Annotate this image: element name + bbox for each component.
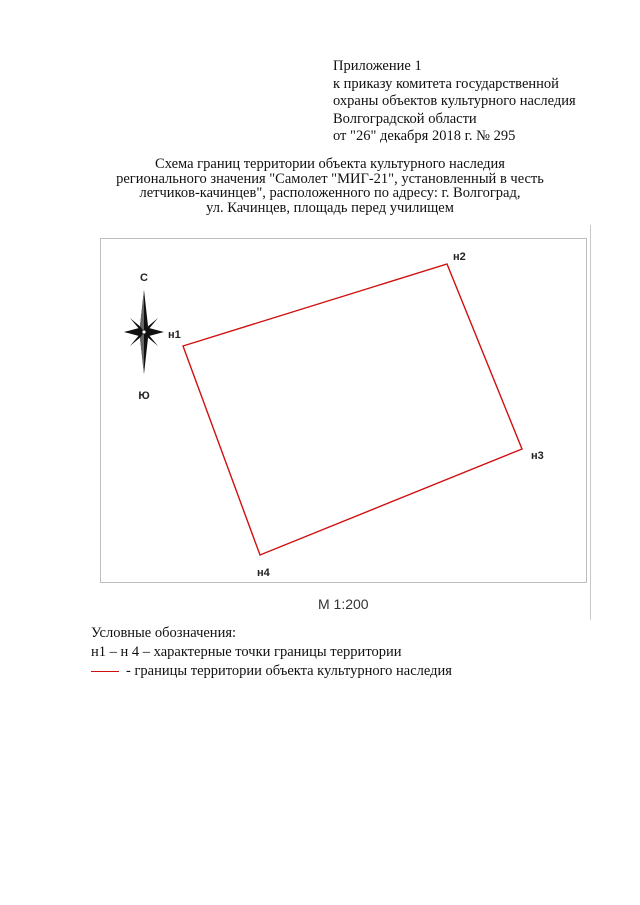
- point-label-n4: н4: [257, 567, 270, 579]
- appendix-line-4: Волгоградской области: [333, 110, 477, 127]
- appendix-header: [333, 58, 633, 146]
- legend-boundary-entry: [91, 662, 452, 681]
- appendix-line-3: охраны объектов культурного наследия: [333, 93, 576, 110]
- page-edge-divider: [590, 225, 591, 620]
- title-line-2: регионального значения "Самолет "МИГ-21", установленный в честь: [116, 170, 544, 187]
- boundary-map: [100, 238, 590, 588]
- title-line-3: летчиков-качинцев", расположенного по адресу: г. Волгоград,: [139, 185, 521, 201]
- document-title: [100, 157, 560, 215]
- legend-points-entry: н1 – н 4 – характерные точки границы территории: [91, 644, 402, 660]
- compass-south-label: Ю: [138, 390, 150, 402]
- point-label-n3: н3: [531, 450, 544, 462]
- compass-north-label: С: [140, 272, 148, 284]
- appendix-line-5: от "26" декабря 2018 г. № 295: [333, 128, 516, 145]
- point-label-n2: н2: [453, 251, 466, 263]
- appendix-line-1: Приложение 1: [333, 58, 422, 74]
- map-frame: [101, 239, 587, 583]
- map-scale: М 1:200: [318, 596, 369, 612]
- title-line-1: Схема границ территории объекта культурного наследия: [155, 156, 505, 172]
- title-line-4: ул. Качинцев, площадь перед училищем: [206, 199, 454, 216]
- appendix-line-2: к приказу комитета государственной: [333, 75, 559, 92]
- legend: [91, 624, 452, 681]
- point-label-n1: н1: [168, 329, 181, 341]
- legend-boundary-text: - границы территории объекта культурного наследия: [126, 663, 452, 679]
- legend-heading: Условные обозначения:: [91, 625, 237, 641]
- boundary-line-swatch: [91, 671, 119, 672]
